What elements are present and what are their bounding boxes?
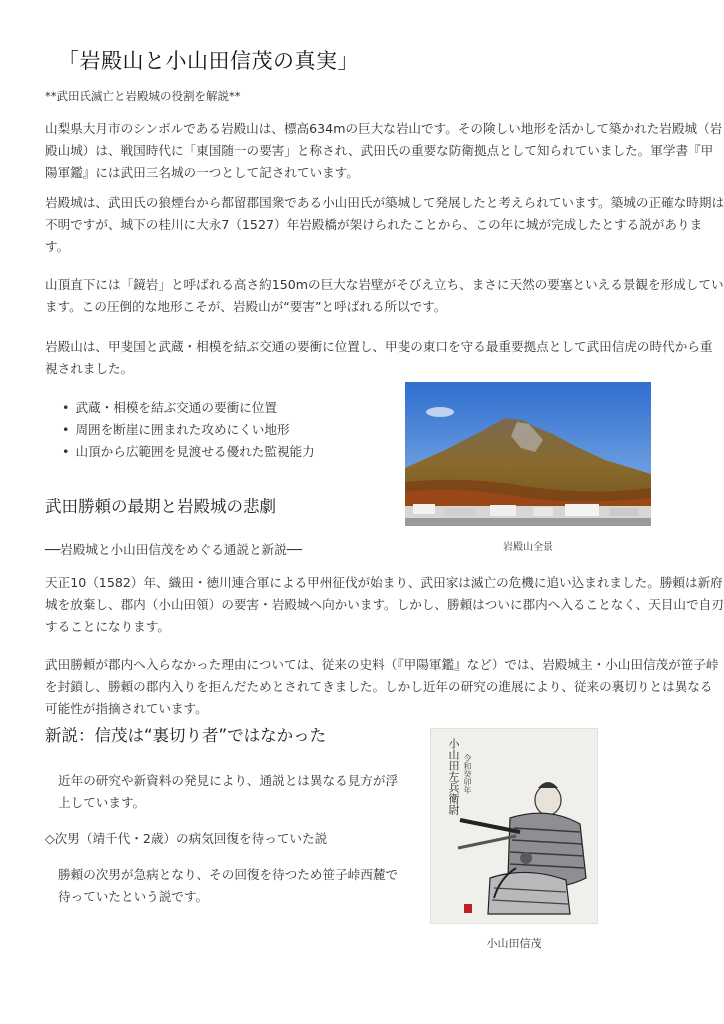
list-item: • 山頂から広範囲を見渡せる優れた監視能力 (62, 441, 315, 463)
page-title: 「岩殿山と小山田信茂の真実」 (58, 49, 359, 73)
photo-caption: 岩殿山全景 (503, 542, 553, 553)
paragraph-strategic: 岩殿山は、甲斐国と武蔵・相模を結ぶ交通の要衝に位置し、甲斐の東口を守る最重要拠点として武田信虎の時代から重視されました。 (45, 339, 713, 376)
page-subtitle: **武田氏滅亡と岩殿城の役割を解説** (45, 89, 241, 103)
paragraph-construction: 岩殿城は、武田氏の狼煙台から都留郡国衆である小山田氏が築城して発展したと考えられています。築城の正確な時期は不明ですが、城下の桂川に大永7（1527）年岩殿橋が架けられたことから、この年に城が完成したとする説があります。 (45, 195, 724, 254)
portrait-inscription-name: 小山田左兵衛尉 (447, 738, 460, 815)
list-item: • 武蔵・相模を結ぶ交通の要衝に位置 (62, 397, 315, 419)
feature-list (62, 397, 315, 463)
portrait-inscription-date: 令和癸卯年 (463, 754, 472, 794)
oyamada-nobushige-portrait (430, 728, 598, 924)
paragraph-kagami-iwa: 山頂直下には「鏡岩」と呼ばれる高さ約150mの巨大な岩壁がそびえ立ち、まさに天然の要塞といえる景観を形成しています。この圧倒的な地形こそが、岩殿山が“要害”と呼ばれる所以です。 (45, 277, 724, 314)
portrait-caption: 小山田信茂 (486, 937, 542, 950)
section-heading-new-theory: 新説：信茂は“裏切り者”ではなかった (45, 726, 327, 745)
theory-heading-second-son: ◇次男（靖千代・2歳）の病気回復を待っていた説 (45, 831, 328, 846)
paragraph-new-theory: 近年の研究や新資料の発見により、通説とは異なる見方が浮上しています。 (58, 773, 399, 810)
paragraph-intro: 山梨県大月市のシンボルである岩殿山は、標高634mの巨大な岩山です。その険しい地形を活かして築かれた岩殿城（岩殿山城）は、戦国時代に「東国随一の要害」と称され、武田氏の重要な防衛拠点として知られていました。軍学書『甲陽軍鑑』には武田三名城の一つとして記されています。 (45, 121, 723, 180)
section-subheading: ──岩殿城と小山田信茂をめぐる通説と新説── (45, 542, 303, 557)
section-heading-katsuyori: 武田勝頼の最期と岩殿城の悲劇 (45, 497, 276, 516)
paragraph-second-son: 勝頼の次男が急病となり、その回復を待つため笹子峠西麓で待っていたという説です。 (58, 867, 399, 904)
iwadono-mountain-photo (405, 382, 651, 526)
list-item: • 周囲を断崖に囲まれた攻めにくい地形 (62, 419, 315, 441)
paragraph-koshu-seibatsu: 天正10（1582）年、織田・徳川連合軍による甲州征伐が始まり、武田家は滅亡の危機に追い込まれました。勝頼は新府城を放棄し、郡内（小山田領）の要害・岩殿城へ向かいます。しかし、勝頼はついに郡内へ入ることなく、天目山で自刃することになります。 (45, 575, 724, 634)
paragraph-traditional-view: 武田勝頼が郡内へ入らなかった理由については、従来の史料（『甲陽軍鑑』など）では、岩殿城主・小山田信茂が笹子峠を封鎖し、勝頼の郡内入りを拒んだためとされてきました。しかし近年の研究の進展により、従来の裏切りとは異なる可能性が指摘されています。 (45, 657, 719, 716)
